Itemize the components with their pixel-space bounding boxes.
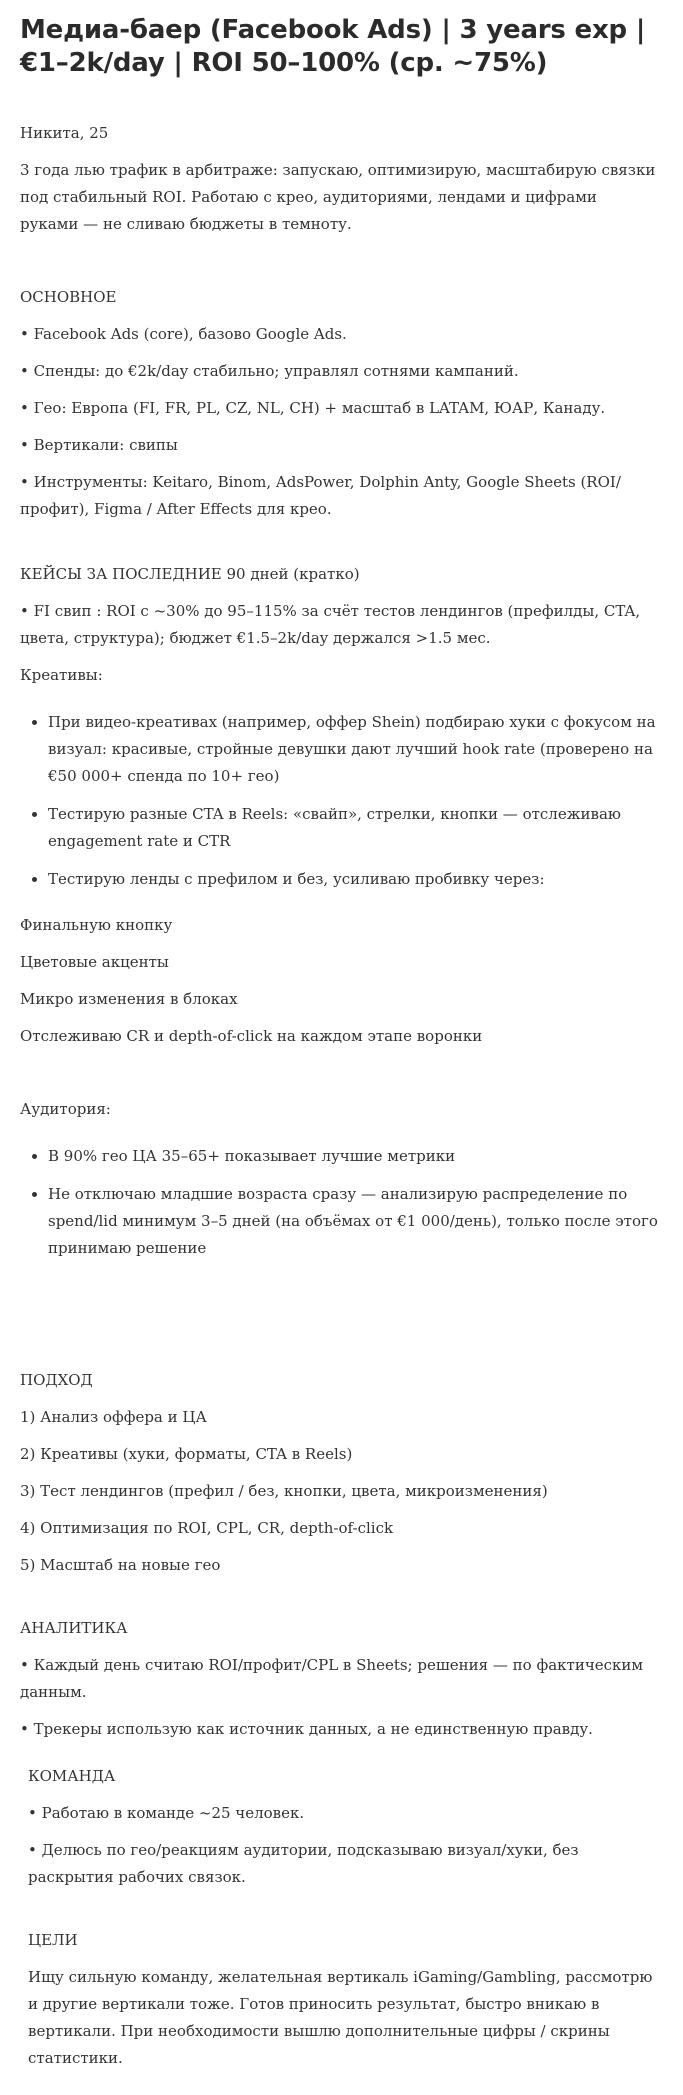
section-heading-cases: КЕЙСЫ ЗА ПОСЛЕДНИЕ 90 дней (кратко) (20, 565, 360, 583)
section-heading-analytics: АНАЛИТИКА (20, 1619, 128, 1637)
creatives-list (20, 709, 668, 893)
approach-step: 2) Креативы (хуки, форматы, CTA в Reels) (20, 1445, 353, 1463)
analytics-item: • Каждый день считаю ROI/профит/CPL в Sheets; решения — по фактическим данным. (20, 1656, 644, 1701)
creatives-label: Креативы: (20, 666, 103, 684)
audience-label: Аудитория: (20, 1100, 111, 1118)
section-heading-main: ОСНОВНОЕ (20, 288, 117, 306)
landing-point: Микро изменения в блоках (20, 990, 238, 1008)
list-item: • Тестирую ленды с префилом и без, усиливаю пробивку через: (48, 866, 668, 893)
team-item: • Работаю в команде ~25 человек. (28, 1804, 305, 1822)
approach-step: 5) Масштаб на новые гео (20, 1556, 221, 1574)
approach-step: 3) Тест лендингов (префил / без, кнопки, цвета, микроизменения) (20, 1482, 548, 1500)
section-heading-goals: ЦЕЛИ (28, 1931, 78, 1949)
approach-step: 1) Анализ оффера и ЦА (20, 1408, 207, 1426)
section-heading-team: КОМАНДА (28, 1767, 116, 1785)
landing-point: Финальную кнопку (20, 916, 173, 934)
analytics-item: • Трекеры использую как источник данных, а не единственную правду. (20, 1720, 593, 1738)
main-item: • Facebook Ads (core), базово Google Ads. (20, 325, 347, 343)
case-fi: • FI свип : ROI с ~30% до 95–115% за счёт тестов лендингов (префилды, CTA, цвета, структура); бюджет €1.5–2k/day держался >1.5 мес. (20, 602, 641, 647)
author-name: Никита, 25 (20, 124, 109, 142)
main-item: • Гео: Европа (FI, FR, PL, CZ, NL, CH) + масштаб в LATAM, ЮАР, Канаду. (20, 399, 606, 417)
intro-summary: 3 года лью трафик в арбитраже: запускаю, оптимизирую, масштабирую связки под стабильный ROI. Работаю с крео, аудиториями, лендами и цифрами руками — не сливаю бюджеты в темноту. (20, 161, 656, 233)
goals-section (20, 1927, 660, 2072)
landing-point: Цветовые акценты (20, 953, 169, 971)
team-section (20, 1763, 660, 1891)
list-item: • В 90% гео ЦА 35–65+ показывает лучшие метрики (48, 1143, 668, 1170)
landing-point: Отслеживаю CR и depth-of-click на каждом этапе воронки (20, 1027, 483, 1045)
list-item: • При видео-креативах (например, оффер Shein) подбираю хуки с фокусом на визуал: красивые, стройные девушки дают лучший hook rate (проверено на €50 000+ спенда по 10+ гео) (48, 709, 668, 790)
goals-text: Ищу сильную команду, желательная вертикаль iGaming/Gambling, рассмотрю и другие вертикали тоже. Готов приносить результат, быстро вникаю в вертикали. При необходимости вышлю дополнительные цифры / скрины статистики. (28, 1968, 653, 2067)
list-item: • Не отключаю младшие возраста сразу — анализирую распределение по spend/lid минимум 3–5 дней (на объёмах от €1 000/день), только после этого принимаю решение (48, 1181, 668, 1262)
section-heading-approach: ПОДХОД (20, 1371, 93, 1389)
main-item: • Спенды: до €2k/day стабильно; управлял сотнями кампаний. (20, 362, 519, 380)
team-item: • Делюсь по гео/реакциям аудитории, подсказываю визуал/хуки, без раскрытия рабочих связок. (28, 1841, 579, 1886)
main-item: • Инструменты: Keitaro, Binom, AdsPower, Dolphin Anty, Google Sheets (ROI/профит), Figma / After Effects для крео. (20, 473, 621, 518)
audience-list (20, 1143, 668, 1262)
page-title: Медиа-баер (Facebook Ads) | 3 years exp | €1–2k/day | ROI 50–100% (ср. ~75%) (20, 15, 646, 78)
list-item: • Тестирую разные CTA в Reels: «свайп», стрелки, кнопки — отслеживаю engagement rate и CTR (48, 801, 668, 855)
main-item: • Вертикали: свипы (20, 436, 178, 454)
approach-step: 4) Оптимизация по ROI, CPL, CR, depth-of-click (20, 1519, 394, 1537)
